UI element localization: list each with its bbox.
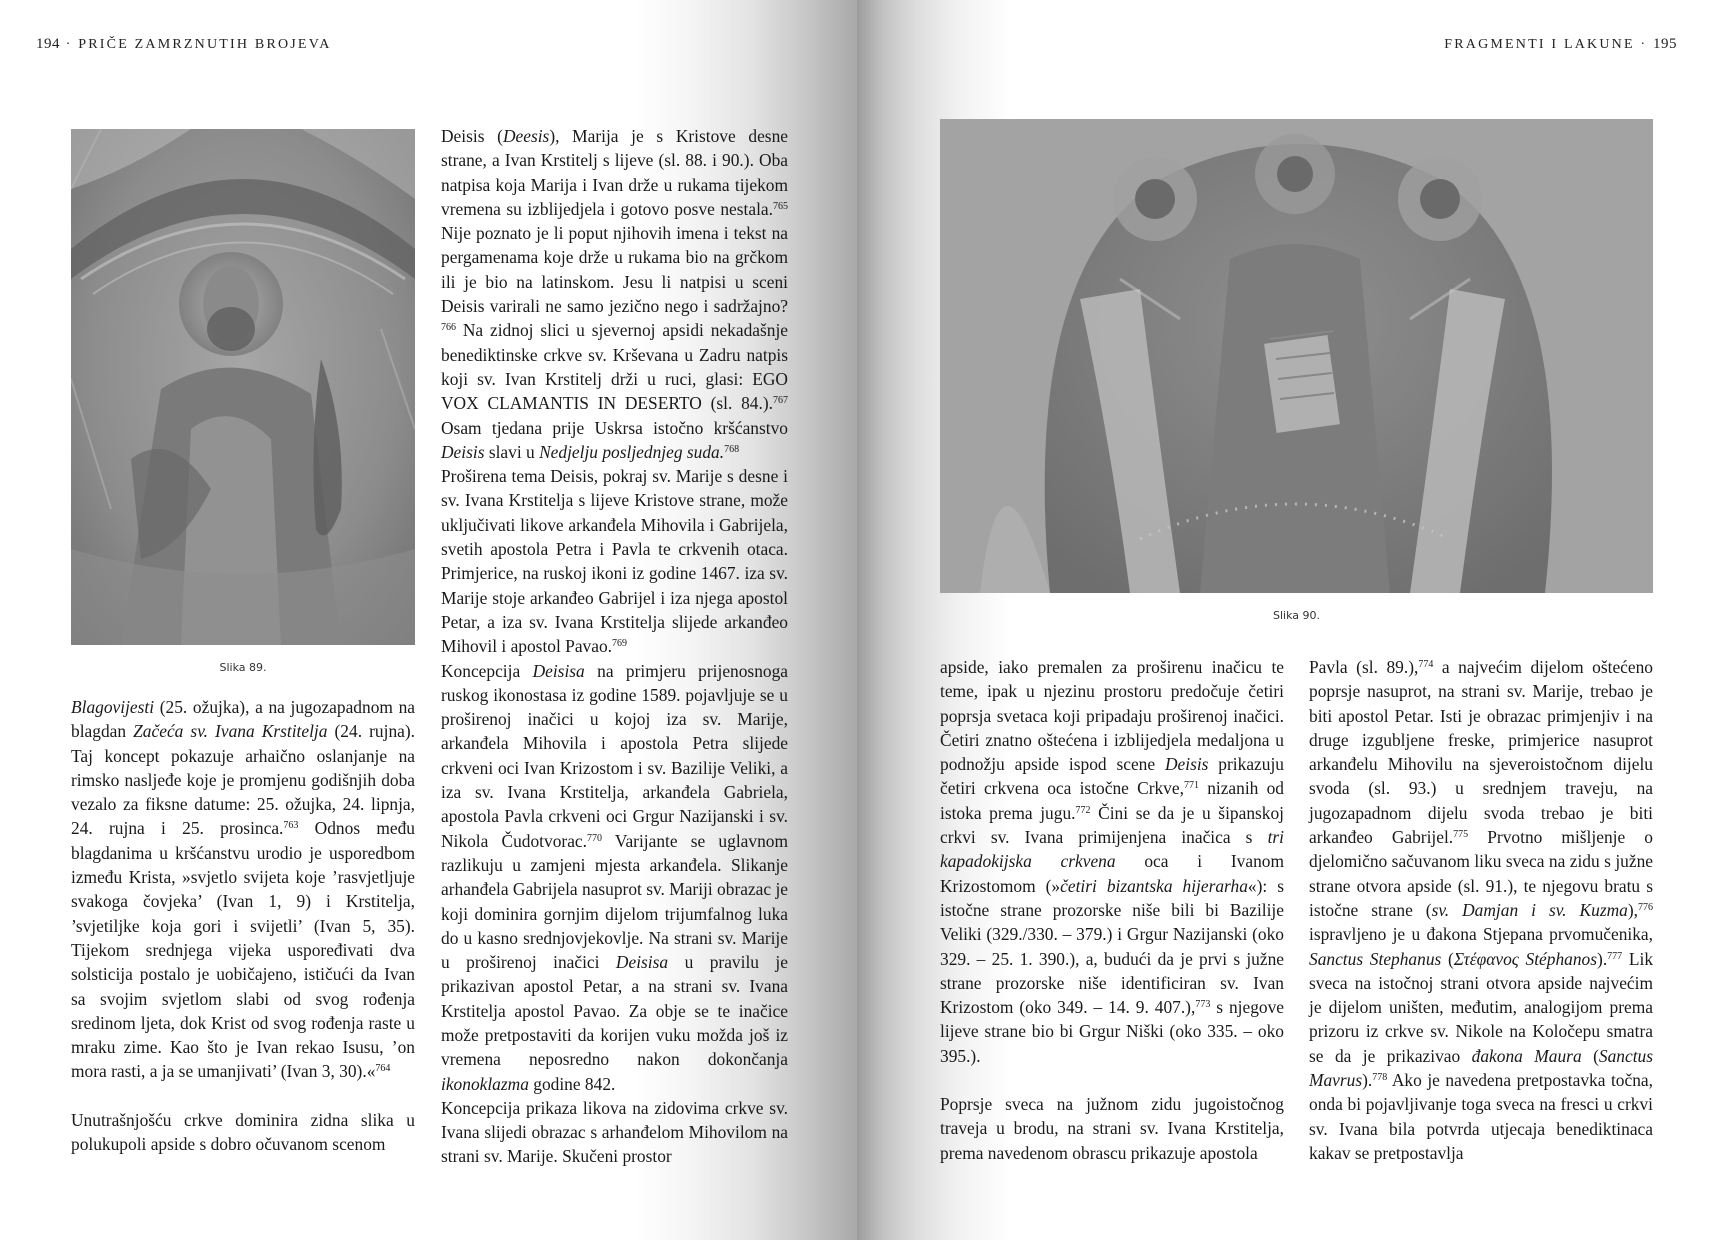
- italic-text: Blagovijesti: [71, 697, 155, 717]
- italic-text: Deisisa: [532, 660, 585, 681]
- text-column-3: [940, 655, 1284, 1165]
- text-run: (25. ožujka), a na jugozapadnom na blagdan: [71, 697, 415, 742]
- paragraph: [1309, 655, 1653, 1165]
- book-title: PRIČE ZAMRZNUTIH BROJEVA: [78, 37, 332, 52]
- page-number: 195: [1653, 36, 1677, 52]
- text-run: na primjeru prijenosnoga ruskog ikonostasa iz godine 1589. pojavljuje se u proširenoj inačici u kojoj iza sv. Marije, arkanđela Mihovila i apostola Petra slijede crkveni oci Ivan Krizostom i sv. Bazilije Veliki, a iza sv. Ivana Krstitelja, arkanđela Gabriela, apostola Pavla crkveni oci Grgur Nazijanski i sv. Nikola Čudotvorac.: [441, 660, 789, 851]
- text-run: u pravilu je prikazivan apostol Petar, a na strani sv. Ivana Krstitelja apostol Pavao. Za obje se te inačice može pretpostaviti da korijen vuku možda još iz vremena neposredno nakon dokončanja: [441, 952, 788, 1070]
- paragraph: [441, 124, 788, 464]
- text-run: ).: [1597, 948, 1608, 969]
- text-column-4: [1309, 655, 1653, 1165]
- running-head-right: [1444, 36, 1677, 53]
- head-separator: ·: [65, 37, 73, 52]
- italic-text: đakona Maura: [1471, 1045, 1582, 1066]
- fresco-christ-image: [71, 129, 415, 645]
- footnote-ref: 772: [1075, 804, 1091, 816]
- footnote-ref: 774: [1418, 659, 1434, 670]
- text-run: (: [1581, 1045, 1599, 1066]
- text-run: Varijante se uglavnom razlikuju u zamjeni mjesta arkanđela. Slikanje arhanđela Gabrijela nasuprot sv. Mariji obrazac je koji dominira gornjim dijelom trijumfalnog luka do u kasno srednjovjekovlje. Na strani sv. Marije u proširenoj inačici: [441, 830, 789, 973]
- text-run: Nije poznato je li poput njihovih imena i tekst na pergamenama koje drže u rukama bio na grčkom ili je bio na latinskom. Jesu li natpisi u sceni Deisis varirali ne samo jezično nego i sadržajno?: [441, 223, 788, 317]
- text-run: oca i Ivanom Krizostomom (»: [940, 851, 1284, 896]
- page-number: 194: [36, 36, 60, 52]
- text-run: ispravljeno je u đakona Stjepana prvomučenika,: [1309, 924, 1653, 945]
- italic-text: četiri bizantska hijerarha: [1060, 875, 1248, 896]
- text-run: Deisis (: [441, 126, 503, 146]
- text-run: ),: [1627, 899, 1638, 920]
- text-run: (24. rujna). Taj koncept pokazuje arhaično oslanjanje na rimsko nasljeđe koje je promjenu godišnjih doba vezalo za fiksne datume: 25. ožujka, 24. lipnja, 24. rujna i 25. prosinca.: [71, 721, 415, 839]
- footnote-ref: 765: [773, 200, 788, 212]
- footnote-ref: 769: [612, 638, 628, 650]
- text-run: Pavla (sl. 89.),: [1309, 657, 1419, 677]
- text-run: Ako je navedena pretpostavka točna, onda bi pojavljivanje toga sveca na fresci u crkvi sv. Ivana bila potvrda utjecaja benediktinaca kakav se pretpostavlja: [1309, 1070, 1653, 1163]
- head-separator: ·: [1640, 37, 1648, 52]
- paragraph: [441, 659, 788, 1096]
- italic-text: tri kapadokijska crkvena: [940, 827, 1284, 872]
- text-run: Osam tjedana prije Uskrsa istočno kršćanstvo: [441, 417, 788, 438]
- chapter-title: FRAGMENTI I LAKUNE: [1444, 37, 1635, 52]
- footnote-ref: 778: [1372, 1072, 1388, 1084]
- text-run: godine 842.: [528, 1073, 616, 1094]
- paragraph: [441, 464, 788, 658]
- paragraph: [940, 1092, 1284, 1165]
- footnote-ref: 766: [441, 322, 456, 334]
- italic-text: Sanctus Stephanus: [1309, 948, 1442, 969]
- italic-text: Deisis: [441, 441, 485, 462]
- text-run: Proširena tema Deisis, pokraj sv. Marije s desne i sv. Ivana Krstitelja s lijeve Kristove strane, može uključivati likove arkanđela Mihovila i Gabrijela, svetih apostola Petra i Pavla te crkvenih otaca. Primjerice, na ruskoj ikoni iz godine 1467. iza sv. Marije stoje arkanđeo Gabrijel i iza njega apostol Petar, a iza sv. Ivana Krstitelja slijede arkanđeo Mihovil i apostol Pavao.: [441, 466, 788, 657]
- paragraph: [940, 655, 1284, 1068]
- text-run: ), Marija je s Kristove desne strane, a Ivan Krstitelj s lijeve (sl. 88. i 90.). Oba natpisa koja Marija i Ivan drže u rukama tijekom vremena su izblijedjela i gotovo posve nestala.: [441, 126, 788, 219]
- footnote-ref: 775: [1453, 829, 1469, 841]
- text-run: Prvotno mišljenje o djelomično sačuvanom liku sveca na zidu s južne strane otvora apside (sl. 91.), te njegovu bratu s istočne strane (: [1309, 827, 1653, 920]
- text-run: Koncepcija prikaza likova na zidovima crkve sv. Ivana slijedi obrazac s arhanđelom Mihovilom na strani sv. Marije. Skučeni prostor: [441, 1097, 788, 1167]
- italic-text: Deisisa: [615, 952, 669, 973]
- text-column-2: [441, 124, 788, 1169]
- text-column-1: [71, 695, 415, 1156]
- fresco-deisis-image: [940, 119, 1653, 593]
- paragraph: [71, 1108, 415, 1157]
- figure-90-caption: Slika 90.: [1272, 609, 1320, 622]
- footnote-ref: 776: [1637, 901, 1653, 913]
- paragraph: [441, 1096, 788, 1169]
- figure-89-caption: Slika 89.: [219, 661, 267, 674]
- running-head-left: [36, 36, 332, 53]
- footnote-ref: 773: [1195, 999, 1211, 1011]
- text-run: (: [1441, 948, 1454, 969]
- text-run: Odnos među blagdanima u kršćanstvu urodio je usporedbom između Krista, »svjetlo svijeta koje ’rasvjetljuje svakoga čovjeka’ (Ivan 1, 9) i Krstitelja, ’svjetiljke koja gori i svijetli’ (Ivan 5, 35). Tijekom srednjega vijeka uspoređivati dva solsticija postalo je uobičajeno, ističući da Ivan sa svojim svjetlom slabi od svog rođenja sredinom ljeta, dok Krist od svog rođenja raste u mraku zime. Kao što je Ivan rekao Isusu, ’on mora rasti, a ja se umanjivati’ (Ivan 3, 30).«: [71, 818, 415, 1082]
- text-run: Na zidnoj slici u sjevernoj apsidi nekadašnje benediktinske crkve sv. Krševana u Zadru natpis koji sv. Ivan Krstitelj drži u ruci, glasi: EGO VOX CLAMANTIS IN DESERTO (sl. 84.).: [441, 320, 788, 414]
- text-run: nizanih od istoka prema jugu.: [940, 778, 1285, 823]
- footnote-ref: 777: [1607, 950, 1623, 962]
- italic-text: Deisis: [1164, 754, 1209, 775]
- text-run: slavi u: [484, 441, 540, 462]
- italic-text: sv. Damjan i sv. Kuzma: [1431, 899, 1628, 920]
- text-run: «): s istočne strane prozorske niše bili bi Bazilije Veliki (329./330. – 379.) i Grgur Nazijanski (oko 329. – 25. 1. 390.), a, budući da je prvi s južne strane prozorske niše identificiran sv. Ivan Krizostom (oko 349. – 14. 9. 407.),: [940, 875, 1284, 1018]
- text-run: apside, iako premalen za proširenu inačicu te teme, ipak u njezinu prostoru predočuje četiri poprsja svetaca koji pripadaju proširenoj inačici. Četiri znatno oštećena i izblijedjela medaljona u podnožju apside ispod scene: [940, 657, 1284, 775]
- italic-text: ikonoklazma: [441, 1073, 529, 1094]
- footnote-ref: 764: [375, 1063, 391, 1075]
- paragraph: [71, 695, 415, 1084]
- footnote-ref: 767: [773, 395, 788, 407]
- text-run: a najvećim dijelom oštećeno poprsje nasuprot, na strani sv. Marije, trebao je biti apostol Petar. Isti je obrazac primjenjiv i na druge izgubljene freske, primjerice nasuprot arkanđelu Mihovilu na sjeveroistočnom dijelu svoda (sl. 93.) u srednjem traveju, na jugozapadnom dijelu svoda trebao je biti arkanđeo Gabrijel.: [1309, 657, 1653, 848]
- footnote-ref: 763: [283, 820, 299, 832]
- italic-text: Sanctus Mavrus: [1309, 1045, 1654, 1091]
- footnote-ref: 768: [724, 443, 740, 455]
- italic-text: Nedjelju posljednjeg suda.: [539, 441, 725, 462]
- footnote-ref: 770: [586, 832, 602, 844]
- figure-89-fresco: [71, 129, 415, 645]
- text-run: Poprsje sveca na južnom zidu jugoistočnog traveja u brodu, na strani sv. Ivana Krstitelja, prema navedenom obrascu prikazuje apostola: [940, 1094, 1284, 1163]
- italic-text: Στέφανος Stéphanos: [1453, 948, 1598, 969]
- text-run: Čini se da je u šipanskoj crkvi sv. Ivana primijenjena inačica s: [940, 802, 1285, 848]
- text-run: s njegove lijeve strane bio bi Grgur Niški (oko 335. – oko 395.).: [940, 997, 1284, 1066]
- text-run: Koncepcija: [441, 660, 533, 681]
- italic-text: Deesis: [502, 126, 550, 146]
- text-run: ).: [1362, 1070, 1373, 1091]
- figure-90-fresco: [940, 119, 1653, 593]
- text-run: prikazuju četiri crkvena oca istočne Crkve,: [940, 754, 1284, 799]
- text-run: Unutrašnjošću crkve dominira zidna slika u polukupoli apside s dobro očuvanom scenom: [71, 1109, 415, 1155]
- text-run: Lik sveca na istočnoj strani otvora apside najvećim je dijelom uništen, međutim, analogijom prema prizoru iz crkve sv. Nikole na Koločepu smatra se da je prikazivao: [1309, 948, 1654, 1066]
- footnote-ref: 771: [1183, 780, 1199, 792]
- italic-text: Začeća sv. Ivana Krstitelja: [133, 721, 328, 742]
